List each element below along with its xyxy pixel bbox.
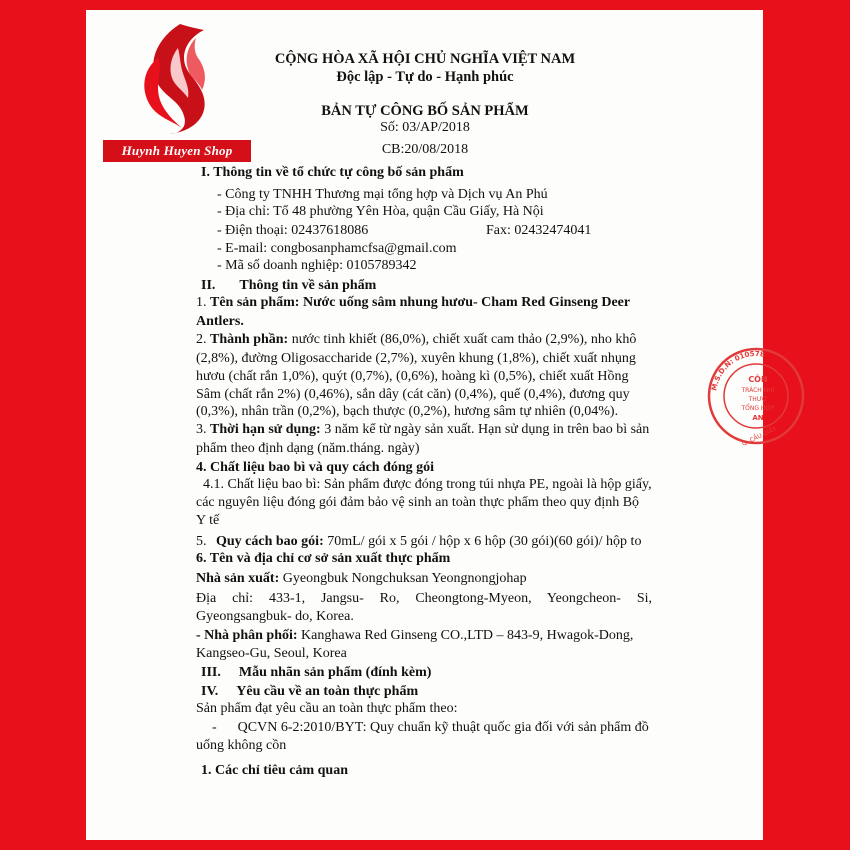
ingredients-label: Thành phần: bbox=[210, 332, 289, 347]
distributor-label: - Nhà phân phối: bbox=[196, 628, 298, 643]
product-name-number: 1. bbox=[196, 295, 210, 310]
motto: Độc lập - Tự do - Hạnh phúc bbox=[336, 69, 514, 85]
shelf-life-text: 3 năm kể từ ngày sản xuất. Hạn sử dụng in trên bao bì sản bbox=[320, 422, 650, 437]
qcvn-line-1: - QCVN 6-2:2010/BYT: Quy chuẩn kỹ thuật quốc gia đối với sản phẩm đồ bbox=[212, 720, 649, 735]
packaging-line-2: các nguyên liệu đóng gói đảm bảo vệ sinh an toàn thực phẩm theo quy định Bộ bbox=[196, 495, 640, 510]
manufacturer-address-line-2: Gyeongsangbuk- do, Korea. bbox=[196, 609, 354, 624]
red-company-stamp bbox=[706, 340, 806, 452]
sensory-criteria-heading: 1. Các chỉ tiêu cảm quan bbox=[201, 763, 348, 778]
document-date: CB:20/08/2018 bbox=[381, 142, 469, 157]
ingredients-text-1: nước tinh khiết (86,0%), chiết xuất cam thảo (2,9%), nho khô bbox=[288, 332, 637, 347]
manufacturer-heading: 6. Tên và địa chỉ cơ sở sản xuất thực phẩm bbox=[196, 551, 451, 566]
shelf-life-line-2: phẩm theo định dạng (năm.tháng. ngày) bbox=[196, 441, 420, 456]
stamp-line-4: TỔNG HỢP bbox=[741, 405, 775, 412]
shelf-life-line-1 bbox=[196, 421, 649, 438]
section-2-heading bbox=[201, 277, 376, 294]
company-name: - Công ty TNHH Thương mại tổng hợp và Dịch vụ An Phú bbox=[217, 187, 548, 202]
packing-spec-line bbox=[196, 533, 641, 550]
ingredients-line-1 bbox=[196, 331, 636, 348]
section-4-title: Yêu cầu về an toàn thực phẩm bbox=[236, 684, 419, 699]
ingredients-line-4: Sâm (chất rắn 2%) (0,46%), sắn dây (cát căn) (0,4%), quế (0,4%), đương quy bbox=[196, 387, 630, 402]
stamp-line-2: TRÁCH NHI bbox=[741, 387, 775, 394]
red-frame-top bbox=[0, 0, 850, 10]
stamp-line-3: THƯƠ bbox=[748, 396, 768, 403]
shelf-life-label: Thời hạn sử dụng: bbox=[210, 422, 321, 437]
product-name-line bbox=[196, 294, 630, 311]
packing-spec-number: 5. bbox=[196, 534, 210, 549]
distributor-text-1: Kanghawa Red Ginseng CO.,LTD – 843-9, Hwagok-Dong, bbox=[297, 628, 634, 643]
stamp-ring-text: M.S.D.N: 010578 bbox=[710, 349, 766, 392]
packaging-heading: 4. Chất liệu bao bì và quy cách đóng gói bbox=[196, 460, 435, 475]
section-3-heading bbox=[201, 664, 431, 681]
distributor-line-2: Kangseo-Gu, Seoul, Korea bbox=[196, 646, 347, 661]
product-name-label: Tên sản phẩm: bbox=[210, 295, 300, 310]
company-address: - Địa chỉ: Tổ 48 phường Yên Hòa, quận Cầu Giấy, Hà Nội bbox=[217, 204, 544, 219]
company-tax-code: - Mã số doanh nghiệp: 0105789342 bbox=[217, 258, 417, 273]
ingredients-line-5: (0,3%), nhân trần (0,2%), bạch thược (0,2%), hương sâm tự nhiên (0,04%). bbox=[196, 404, 619, 419]
manufacturer-line bbox=[196, 570, 527, 587]
stamp-line-6: Q. CẦU GIẤY bbox=[740, 425, 778, 448]
company-email: - E-mail: congbosanphamcfsa@gmail.com bbox=[217, 241, 457, 256]
manufacturer-address-line-1: Địa chỉ: 433-1, Jangsu- Ro, Cheongtong-Myeon, Yeongcheon- Si, bbox=[196, 591, 652, 606]
red-frame-bottom bbox=[0, 840, 850, 850]
section-1-heading: I. Thông tin về tổ chức tự công bố sản phẩm bbox=[201, 165, 464, 180]
qcvn-line-2: uống không cồn bbox=[196, 738, 287, 753]
document-title: BẢN TỰ CÔNG BỐ SẢN PHẨM bbox=[321, 103, 529, 119]
ingredients-line-2: (2,8%), đường Oligosaccharide (2,7%), xuyên khung (1,8%), chiết xuất nhụng bbox=[196, 351, 636, 366]
packaging-line-3: Y tế bbox=[196, 513, 220, 528]
section-3-title: Mẫu nhãn sản phẩm (đính kèm) bbox=[238, 665, 432, 680]
section-2-title: Thông tin về sản phẩm bbox=[239, 278, 377, 293]
section-2-number: II. bbox=[201, 278, 216, 293]
distributor-line-1 bbox=[196, 627, 633, 644]
packing-spec-label: Quy cách bao gói: bbox=[216, 534, 324, 549]
stamp-line-5: AN bbox=[752, 414, 764, 422]
section-3-number: III. bbox=[201, 665, 221, 680]
shop-name-badge: Huynh Huyen Shop bbox=[103, 140, 251, 162]
stamp-line-1: CÔN bbox=[748, 375, 768, 384]
manufacturer-value: Gyeongbuk Nongchuksan Yeongnongjohap bbox=[279, 571, 527, 586]
section-4-number: IV. bbox=[201, 684, 219, 699]
ingredients-line-3: hươu (chất rắn 1,0%), quýt (0,7%), (0,6%), hoàng kì (0,5%), chiết xuất Hồng bbox=[196, 369, 629, 384]
company-phone: - Điện thoại: 02437618086 bbox=[217, 223, 369, 238]
product-name-continued: Antlers. bbox=[196, 314, 244, 329]
document-number: Số: 03/AP/2018 bbox=[380, 120, 470, 135]
ingredients-number: 2. bbox=[196, 332, 210, 347]
packaging-line-1: 4.1. Chất liệu bao bì: Sản phẩm được đóng trong túi nhựa PE, ngoài là hộp giấy, bbox=[203, 477, 652, 492]
packing-spec-value: 70mL/ gói x 5 gói / hộp x 6 hộp (30 gói)(60 gói)/ hộp to bbox=[323, 534, 642, 549]
company-fax: Fax: 02432474041 bbox=[486, 223, 592, 238]
safety-intro: Sản phẩm đạt yêu cầu an toàn thực phẩm theo: bbox=[196, 701, 458, 716]
section-4-heading bbox=[201, 683, 418, 700]
manufacturer-label: Nhà sản xuất: bbox=[196, 571, 280, 586]
country-heading: CỘNG HÒA XÃ HỘI CHỦ NGHĨA VIỆT NAM bbox=[274, 51, 576, 67]
product-name-value: Nước uống sâm nhung hươu- Cham Red Ginseng Deer bbox=[299, 295, 631, 310]
shelf-life-number: 3. bbox=[196, 422, 210, 437]
